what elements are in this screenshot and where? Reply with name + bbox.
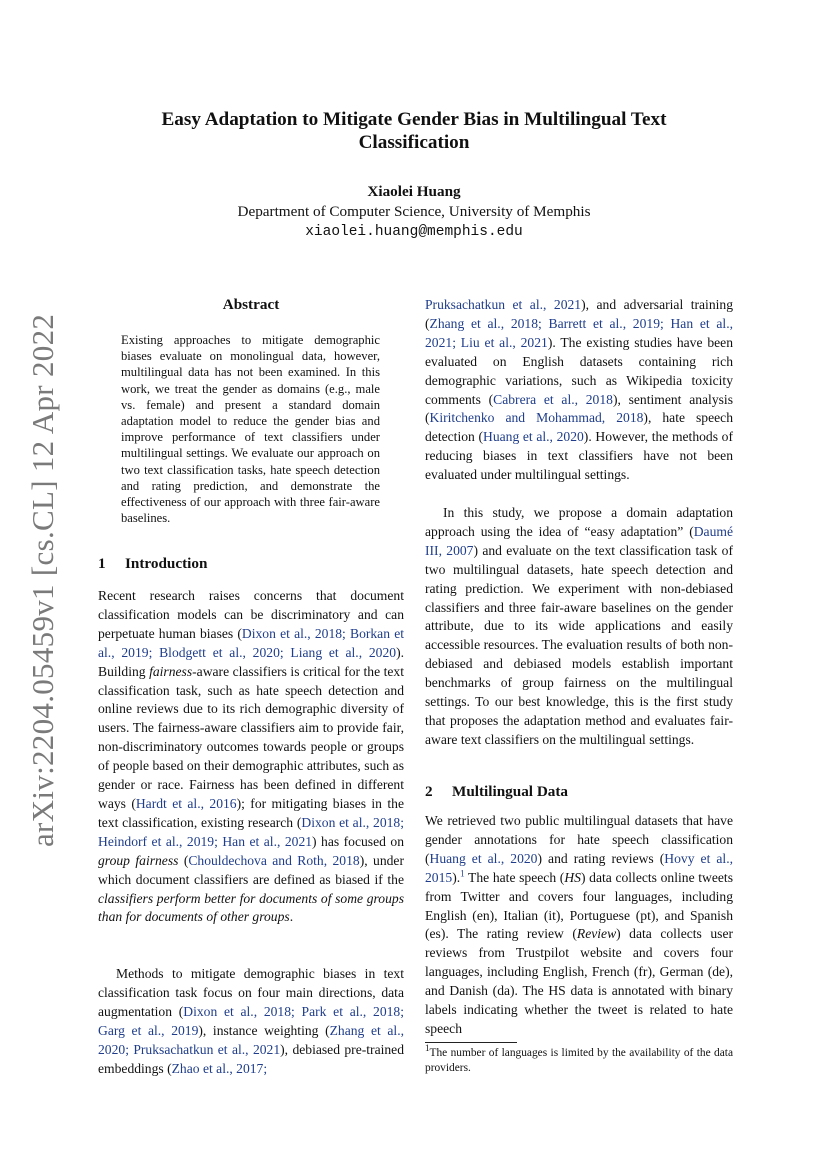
- emphasis-text: Review: [576, 926, 617, 942]
- arxiv-identifier-stamp: arXiv:2204.05459v1 [cs.CL] 12 Apr 2022: [25, 313, 60, 847]
- text-run: We retrieved two public multilingual datasets that have gender annotations for hate speech classification (: [425, 813, 733, 866]
- data-paragraph-1: [425, 812, 733, 1039]
- section-2-heading: [425, 782, 568, 801]
- text-run: ) data collects user reviews from Trustpilot website and covers four languages, including English, French (fr), German (de), and Danish (da). The HS data is annotated with binary labels indicating whether the tweet is related to hate speech: [425, 926, 733, 1036]
- footnote-divider: [425, 1042, 517, 1043]
- citation-link[interactable]: Zhao et al., 2017;: [171, 1060, 268, 1076]
- footnote-1: [425, 1043, 733, 1075]
- emphasis-text: HS: [564, 869, 581, 885]
- section-1-number: 1: [98, 555, 106, 572]
- citation-link[interactable]: Huang et al., 2020: [483, 429, 584, 445]
- citation-link[interactable]: Pruksachatkun et al., 2021: [425, 297, 582, 312]
- citation-link[interactable]: Chouldechova and Roth, 2018: [188, 852, 360, 868]
- text-run: .: [289, 909, 294, 925]
- text-run: Recent research raises concerns that document classification models can be discriminatory and can perpetuate human biases (: [98, 588, 404, 641]
- citation-link[interactable]: Dixon et al., 2018; Heindorf et al., 2019; Han et al., 2021: [98, 814, 405, 849]
- author-block: [120, 182, 708, 242]
- intro-paragraph-2-continued: [425, 296, 733, 485]
- text-run: ). Building: [98, 644, 404, 679]
- text-run: ), and adversarial training (: [425, 297, 733, 331]
- intro-paragraph-1: [98, 587, 404, 927]
- text-run: -aware classifiers is critical for the text classification task, such as hate speech detection and online reviews due to its rich demographic diversity of users. The fairness-aware classifiers aim to provide fair, non-discriminatory outcomes towards people or groups of people based on their demographic attributes, such as gender or race. Fairness has been defined in different ways (: [98, 663, 404, 811]
- text-run: ), under which document classifiers are defined as biased if the: [98, 852, 404, 887]
- section-2-number: 2: [425, 783, 433, 800]
- text-run: (: [178, 852, 189, 868]
- text-run: ). However, the methods of reducing biases in text classifiers have not been evaluated under multilingual settings.: [425, 429, 733, 483]
- text-run: ), hate speech detection (: [425, 410, 734, 445]
- text-run: ), debiased pre-trained embeddings (: [98, 1041, 405, 1076]
- author-name: Xiaolei Huang: [367, 183, 461, 200]
- author-email: xiaolei.huang@memphis.edu: [305, 224, 523, 240]
- citation-link[interactable]: Hovy et al., 2015: [425, 850, 733, 885]
- text-run: The hate speech (: [464, 869, 565, 885]
- intro-paragraph-2: [98, 965, 404, 1078]
- citation-link[interactable]: Dixon et al., 2018; Borkan et al., 2019; Blodgett et al., 2020; Liang et al., 2020: [98, 625, 405, 660]
- footnote-text: The number of languages is limited by the availability of the data providers.: [425, 1047, 733, 1074]
- citation-link[interactable]: Huang et al., 2020: [429, 850, 538, 866]
- intro-paragraph-3: [425, 504, 733, 750]
- text-run: ) and rating reviews (: [537, 850, 665, 866]
- citation-link[interactable]: Cabrera et al., 2018: [493, 391, 613, 407]
- author-affiliation: Department of Computer Science, University of Memphis: [237, 203, 591, 220]
- citation-link[interactable]: Hardt et al., 2016: [135, 795, 237, 811]
- text-run: ). The existing studies have been evaluated on English datasets containing rich demographic variations, such as Wikipedia toxicity comments (: [425, 334, 733, 407]
- footnote-marker[interactable]: 1: [460, 868, 465, 879]
- text-run: ) and evaluate on the text classification task of two multilingual datasets, hate speech detection and rating prediction. We experiment with non-debiased classifiers and three fair-aware baselines on the gender attribute, due to its wide applications and easily accessible resources. The evaluation results of both non-debiased and debiased models establish important benchmarks of group fairness on the multilingual settings. To our best knowledge, this is the first study that proposes the adaptation method and evaluates fair-aware text classifiers on the multilingual settings.: [425, 542, 733, 747]
- text-run: ); for mitigating biases in the text classification, existing research (: [98, 795, 404, 830]
- text-run: ) data collects online tweets from Twitter and covers four languages, including English (en), Italian (it), Portuguese (pt), and Spanish (es). The rating review (: [425, 869, 733, 942]
- text-run: ) has focused on: [312, 833, 404, 849]
- emphasis-text: classifiers perform better for documents of some groups than for documents of other groups: [98, 890, 404, 925]
- abstract-heading: Abstract: [222, 296, 280, 313]
- abstract-text: Existing approaches to mitigate demographic biases evaluate on monolingual data, however, multilingual data has not been examined. In this work, we treat the gender as domains (e.g., male vs. female) and present a standard domain adaptation model to reduce the gender bias and improve performance of text classifiers under multilingual settings. We evaluate our approach on two text classification tasks, hate speech detection and rating prediction, and demonstrate the effectiveness of our approach with three fair-aware baselines.: [121, 333, 380, 526]
- section-1-heading: [98, 554, 207, 573]
- citation-link[interactable]: Zhang et al., 2020; Pruksachatkun et al., 2021: [98, 1022, 404, 1057]
- citation-link[interactable]: Kiritchenko and Mohammad, 2018: [429, 410, 644, 426]
- emphasis-text: group fairness: [98, 852, 179, 868]
- text-run: ), instance weighting (: [198, 1022, 330, 1038]
- text-run: In this study, we propose a domain adaptation approach using the idea of “easy adaptation” (: [425, 505, 733, 539]
- section-2-title: Multilingual Data: [452, 783, 569, 800]
- citation-link[interactable]: Zhang et al., 2018; Barrett et al., 2019; Han et al., 2021; Liu et al., 2021: [425, 315, 733, 350]
- citation-link[interactable]: Daumé III, 2007: [425, 523, 733, 558]
- footnote-number: 1: [425, 1043, 430, 1054]
- section-1-title: Introduction: [125, 555, 208, 572]
- text-run: ).: [452, 869, 461, 885]
- paper-title: Easy Adaptation to Mitigate Gender Bias in Multilingual Text Classification: [161, 109, 667, 153]
- citation-link[interactable]: Dixon et al., 2018; Park et al., 2018; Garg et al., 2019: [98, 1003, 404, 1038]
- text-run: ), sentiment analysis (: [425, 391, 733, 426]
- emphasis-text: fairness: [149, 663, 193, 679]
- text-run: Methods to mitigate demographic biases in text classification task focus on four main directions, data augmentation (: [98, 966, 404, 1019]
